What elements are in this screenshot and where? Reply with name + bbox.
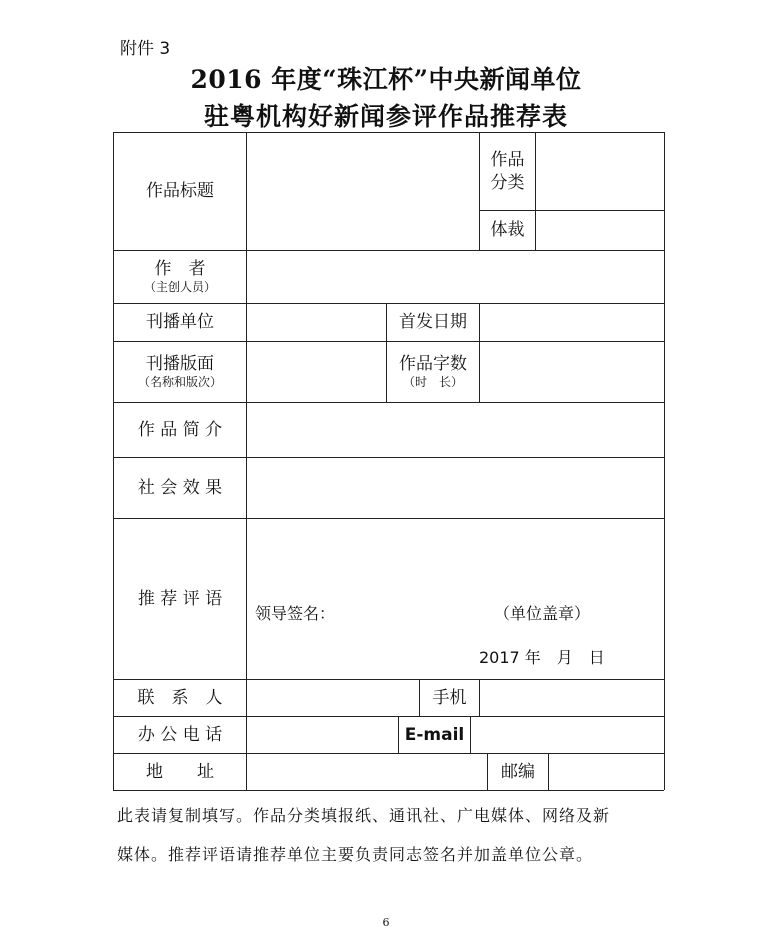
first-date-field[interactable] (480, 304, 664, 341)
footnote-line1: 此表请复制填写。作品分类填报纸、通讯社、广电媒体、网络及新 (117, 806, 611, 825)
word-count-field[interactable] (480, 342, 664, 402)
publisher-field[interactable] (247, 304, 386, 341)
genre-label: 体裁 (490, 220, 525, 241)
attachment-label: 附件 3 (120, 39, 171, 59)
postcode-label: 邮编 (501, 761, 535, 782)
author-field[interactable] (247, 251, 664, 303)
category-field[interactable] (536, 133, 664, 210)
mobile-field[interactable] (480, 680, 664, 716)
first-date-label: 首发日期 (399, 312, 467, 333)
leader-sign-label: 领导签名： (255, 604, 336, 623)
office-phone-label: 办 公 电 话 (137, 724, 223, 745)
word-count-label-block (387, 342, 479, 402)
recommendation-label: 推 荐 评 语 (137, 588, 223, 609)
page-label: 刊播版面 (146, 354, 214, 375)
page-number: 6 (382, 916, 390, 929)
office-phone-field[interactable] (247, 717, 398, 753)
publisher-label: 刊播单位 (146, 312, 214, 333)
word-count-label: 作品字数 (399, 354, 467, 375)
author-label: 作 者 (154, 259, 206, 280)
email-label: E-mail (404, 724, 465, 745)
page-field[interactable] (247, 342, 386, 402)
contact-field[interactable] (247, 680, 419, 716)
contact-label: 联 系 人 (137, 687, 223, 708)
work-title-field[interactable] (247, 133, 479, 250)
genre-field[interactable] (536, 211, 664, 250)
date-line: 2017 年 月 日 (479, 648, 605, 667)
mobile-label: 手机 (432, 687, 467, 708)
summary-label: 作 品 简 介 (137, 419, 223, 440)
social-effect-field[interactable] (247, 458, 664, 518)
category-label: 作品 分类 (490, 150, 525, 193)
author-label-block (114, 251, 246, 303)
table-border-right (664, 132, 665, 790)
page-label-block (114, 342, 246, 402)
address-label: 地 址 (146, 761, 214, 782)
duration-note: （时 长） (402, 375, 463, 390)
table-border-bottom (113, 790, 664, 791)
email-field[interactable] (471, 717, 664, 753)
page-note: （名称和版次） (137, 375, 222, 390)
social-effect-label: 社 会 效 果 (137, 477, 223, 498)
address-field[interactable] (247, 754, 487, 790)
footnote-line2: 媒体。推荐评语请推荐单位主要负责同志签名并加盖单位公章。 (117, 845, 594, 864)
page-title-line2: 驻粤机构好新闻参评作品推荐表 (203, 102, 568, 131)
postcode-field[interactable] (549, 754, 664, 790)
page-title-line1: 2016 年度“珠江杯”中央新闻单位 (190, 65, 582, 94)
unit-seal-label: （单位盖章） (494, 604, 591, 623)
summary-field[interactable] (247, 403, 664, 457)
author-note: （主创人员） (143, 280, 216, 295)
work-title-label: 作品标题 (146, 181, 214, 202)
